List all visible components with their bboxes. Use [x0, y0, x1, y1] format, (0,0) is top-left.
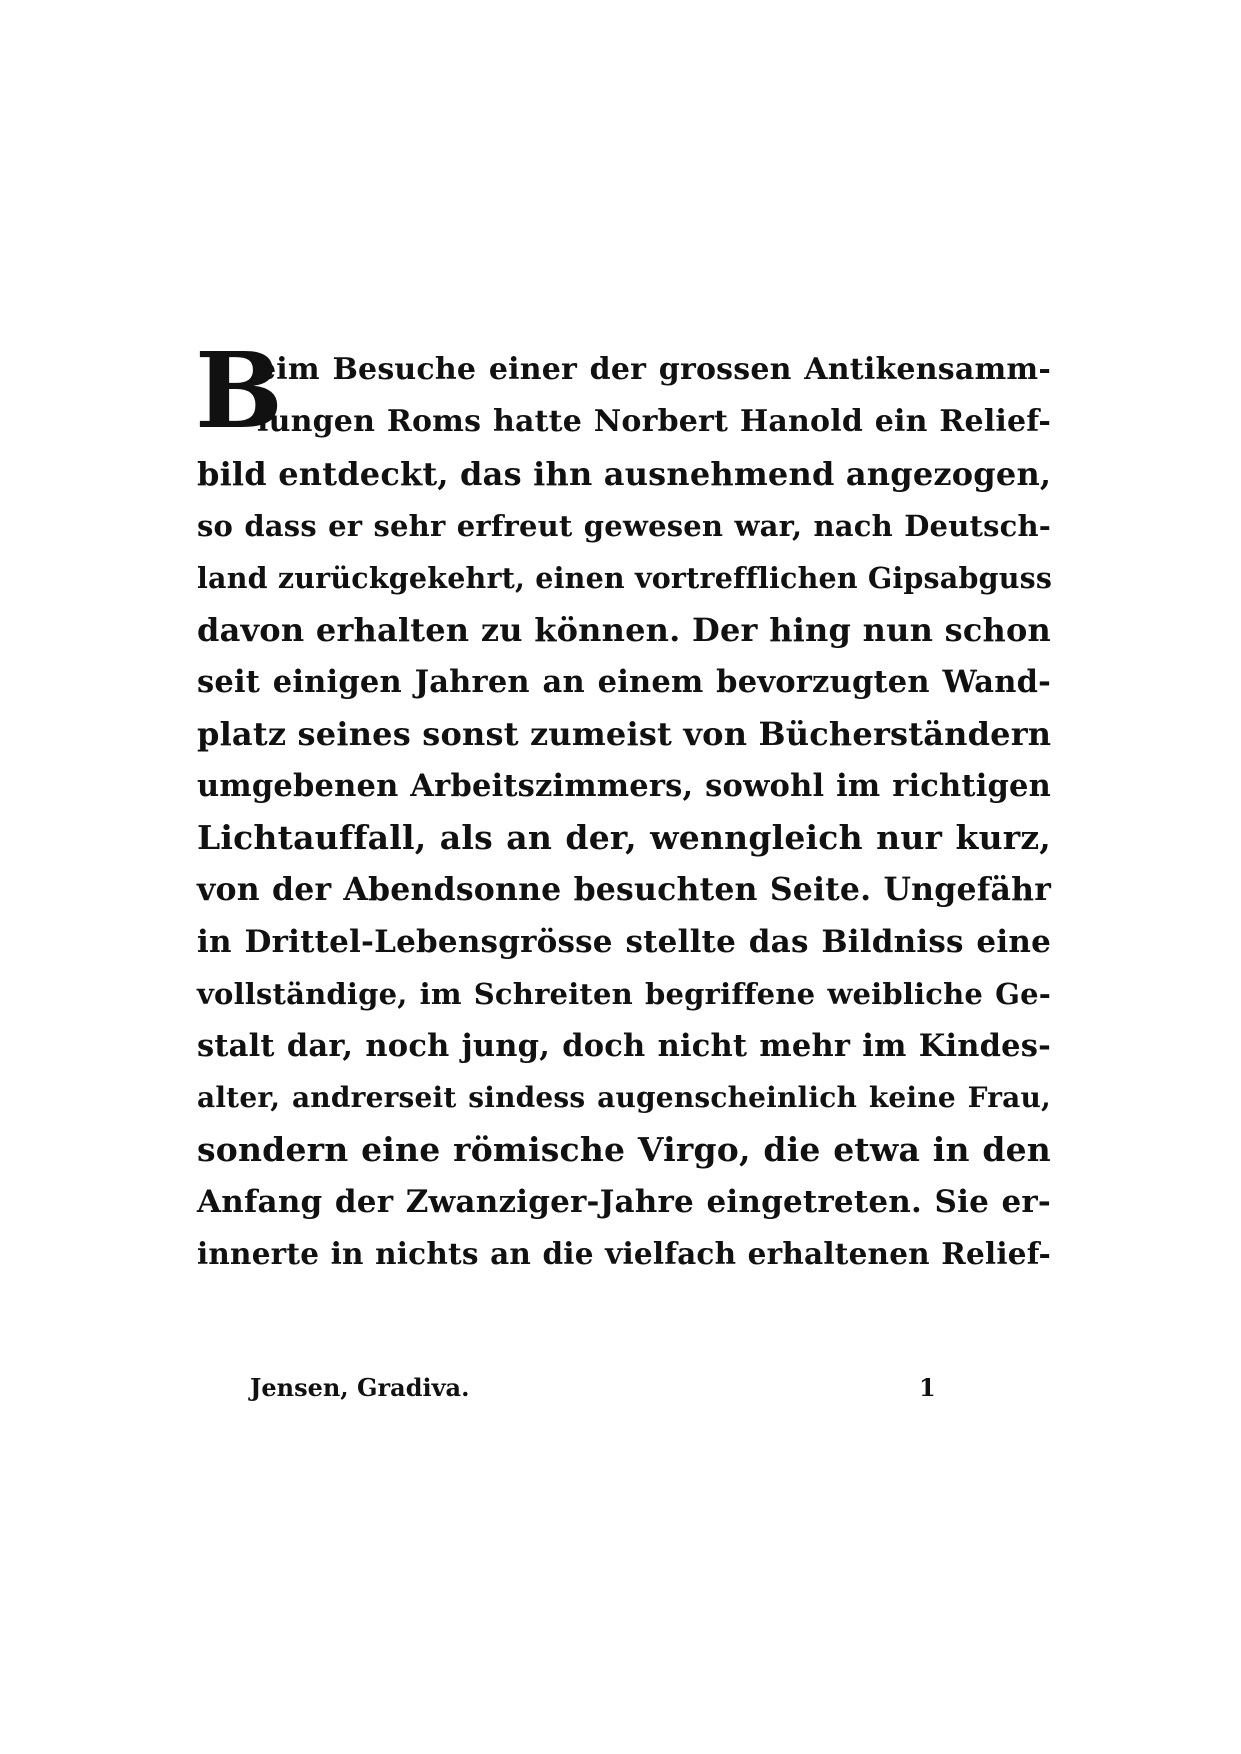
text-line-14: stalt dar, noch jung, doch nicht mehr im Kindes-: [197, 1028, 1051, 1064]
text-line-15: alter, andrerseit sindess augenscheinlich keine Frau,: [197, 1081, 1051, 1114]
text-line-17: Anfang der Zwanziger-Jahre eingetreten. Sie er-: [197, 1184, 1051, 1220]
text-line-1: eim Besuche einer der grossen Antikensamm-: [257, 352, 1051, 387]
text-line-9: umgebenen Arbeitszimmers, sowohl im richtigen: [197, 768, 1051, 804]
text-line-12: in Drittel-Lebensgrösse stellte das Bildniss eine: [197, 924, 1051, 960]
text-line-2: lungen Roms hatte Norbert Hanold ein Relief-: [257, 404, 1051, 439]
text-line-7: seit einigen Jahren an einem bevorzugten Wand-: [197, 664, 1051, 700]
text-line-10: Lichtauffall, als an der, wenngleich nur kurz,: [197, 818, 1051, 857]
text-line-16: sondern eine römische Virgo, die etwa in den: [197, 1130, 1051, 1169]
footer-signature: Jensen, Gradiva.: [250, 1373, 470, 1402]
text-line-13: vollständige, im Schreiten begriffene weibliche Ge-: [197, 977, 1051, 1011]
drop-cap: B: [195, 329, 283, 452]
text-line-3: bild entdeckt, das ihn ausnehmend angezogen,: [197, 455, 1052, 493]
text-line-18: innerte in nichts an die vielfach erhaltenen Relief-: [197, 1236, 1051, 1271]
text-line-6: davon erhalten zu können. Der hing nun schon: [197, 611, 1051, 649]
text-line-11: von der Abendsonne besuchten Seite. Ungefähr: [197, 871, 1051, 908]
footer-signature-number: 1: [919, 1373, 936, 1402]
text-line-5: land zurückgekehrt, einen vortrefflichen Gipsabguss: [197, 561, 1053, 595]
text-line-4: so dass er sehr erfreut gewesen war, nach Deutsch-: [197, 509, 1051, 543]
text-line-8: platz seines sonst zumeist von Bücherständern: [197, 715, 1052, 753]
